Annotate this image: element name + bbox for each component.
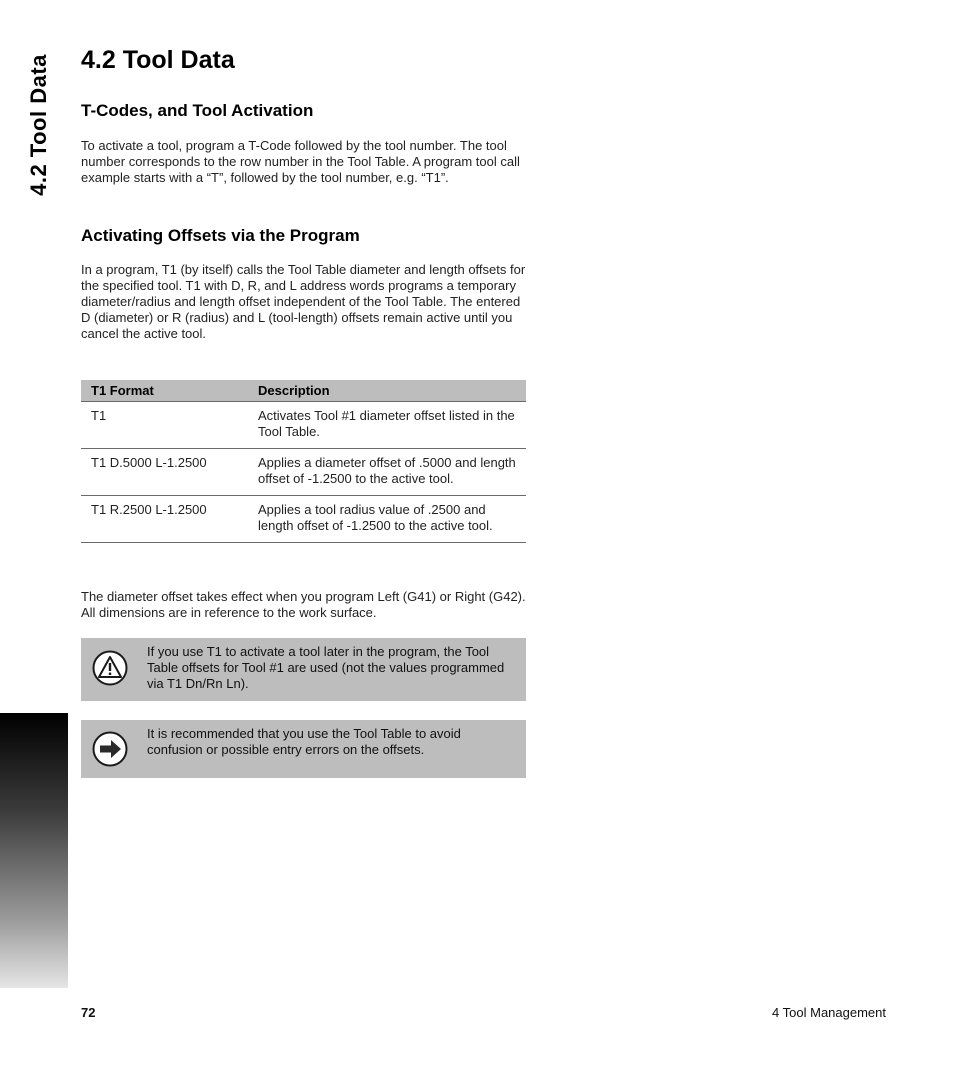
table-cell-format: T1 R.2500 L-1.2500	[81, 496, 248, 543]
table-header-description: Description	[248, 380, 526, 402]
side-chapter-label: 4.2 Tool Data	[26, 54, 52, 196]
page-title: 4.2 Tool Data	[81, 46, 235, 74]
page-number: 72	[81, 1005, 96, 1020]
t1-format-table	[81, 380, 526, 543]
warning-icon	[92, 650, 128, 686]
table-header-row	[81, 380, 526, 402]
table-cell-description: Activates Tool #1 diameter offset listed in the Tool Table.	[248, 402, 526, 449]
table-cell-description: Applies a diameter offset of .5000 and length offset of -1.2500 to the active tool.	[248, 449, 526, 496]
table-cell-format: T1	[81, 402, 248, 449]
arrow-right-icon	[92, 731, 128, 767]
side-chapter-tab	[22, 30, 56, 220]
offsets-paragraph: In a program, T1 (by itself) calls the Tool Table diameter and length offsets for the specified tool. T1 with D, R, and L address words programs a temporary diameter/radius and length offset independent of the Tool Table. The entered D (diameter) or R (radius) and L (tool-length) offsets remain active until you cancel the active tool.	[81, 262, 526, 341]
after-table-paragraph: The diameter offset takes effect when you program Left (G41) or Right (G42). All dimensions are in reference to the work surface.	[81, 589, 526, 620]
section-heading-offsets: Activating Offsets via the Program	[81, 226, 360, 245]
table-header-format: T1 Format	[81, 380, 248, 402]
chapter-name: 4 Tool Management	[772, 1005, 886, 1020]
tcodes-paragraph: To activate a tool, program a T-Code followed by the tool number. The tool number corresponds to the row number in the Tool Table. A program tool call example starts with a “T”, followed by the tool number, e.g. “T1”.	[81, 138, 520, 185]
side-gradient-bar	[0, 713, 68, 988]
section-heading-tcodes: T-Codes, and Tool Activation	[81, 101, 314, 120]
table-cell-format: T1 D.5000 L-1.2500	[81, 449, 248, 496]
table-row	[81, 449, 526, 496]
table-cell-description: Applies a tool radius value of .2500 and length offset of -1.2500 to the active tool.	[248, 496, 526, 543]
warning-note-text: If you use T1 to activate a tool later in the program, the Tool Table offsets for Tool #1 are used (not the values programmed via T1 Dn/Rn Ln).	[147, 644, 505, 691]
warning-note	[81, 638, 526, 701]
table-row	[81, 496, 526, 543]
table-row	[81, 402, 526, 449]
tip-note-text: It is recommended that you use the Tool Table to avoid confusion or possible entry errors on the offsets.	[147, 726, 461, 757]
tip-note	[81, 720, 526, 778]
